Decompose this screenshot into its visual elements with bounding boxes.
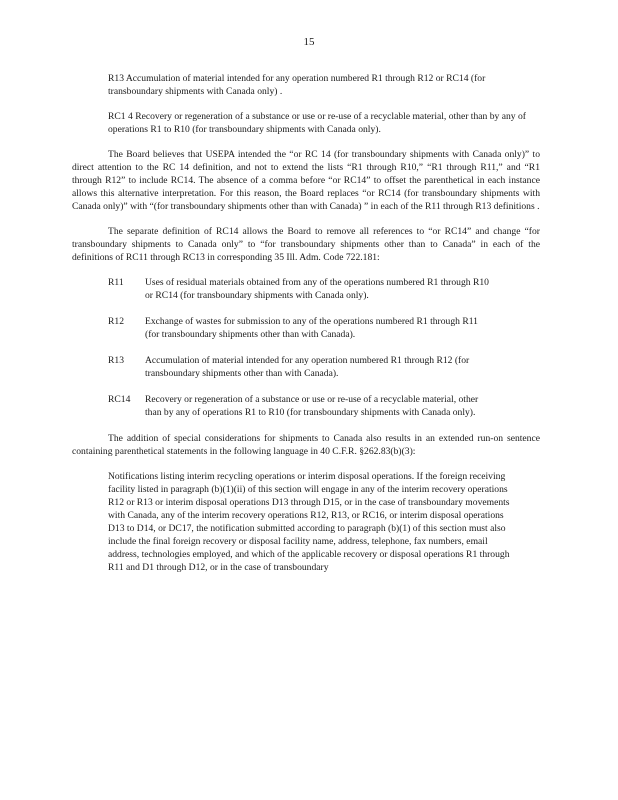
definition-code: RC14 bbox=[108, 394, 131, 405]
definition-text: Recovery or regeneration of a substance or use or re-use of a recyclable material, other than by any of operations R1 to R10 (for transboundary shipments with Canada only). bbox=[145, 394, 479, 418]
definition-code: R13 bbox=[108, 355, 124, 366]
definition-text: Uses of residual materials obtained from any of the operations numbered R1 through R10 or RC14 (for transboundary shipments with Canada only). bbox=[145, 277, 489, 301]
intro-item-rc14: RC1 4 Recovery or regeneration of a substance or use or re-use of a recyclable material, other than by any of operations R1 to R10 (for transboundary shipments with Canada only). bbox=[108, 111, 526, 135]
definition-r12 bbox=[108, 315, 540, 341]
definition-rc14 bbox=[108, 393, 540, 419]
definition-code: R12 bbox=[108, 316, 124, 327]
document-body bbox=[72, 72, 540, 574]
intro-item-r13: R13 Accumulation of material intended for any operation numbered R1 through R12 or RC14 (for transboundary shipments with Canada only) . bbox=[108, 73, 486, 97]
paragraph-separate-definition: The separate definition of RC14 allows the Board to remove all references to “or RC14” and change “for transboundary shipments to Canada only” to “for transboundary shipments other than to Canada” in each of the definitions of RC11 through RC13 in corresponding 35 Ill. Adm. Code 722.181: bbox=[72, 226, 540, 263]
definition-text: Exchange of wastes for submission to any of the operations numbered R1 through R11 (for transboundary shipments other than with Canada). bbox=[145, 316, 478, 340]
definition-code: R11 bbox=[108, 277, 124, 288]
page-number: 15 bbox=[303, 36, 315, 48]
quoted-regulation: Notifications listing interim recycling operations or interim disposal operations. If the foreign receiving facility listed in paragraph (b)(1)(ii) of this section will engage in any of the interim recovery operations R12 or R13 or interim disposal operations D13 through D15, or in the case of transboundary movements with Canada, any of the interim recovery operations R12, R13, or RC16, or interim disposal operations D13 to D14, or DC17, the notification submitted according to paragraph (b)(1) of this section must also include the final foreign recovery or disposal facility name, address, telephone, fax numbers, email address, technologies employed, and which of the applicable recovery or disposal operations R1 through R11 and D1 through D12, or in the case of transboundary bbox=[108, 471, 510, 573]
definition-r13 bbox=[108, 354, 540, 380]
definition-r11 bbox=[108, 276, 540, 302]
paragraph-special-considerations: The addition of special considerations for shipments to Canada also results in an extended run-on sentence containing parenthetical statements in the following language in 40 C.F.R. §262.83(b)(3): bbox=[72, 433, 540, 457]
paragraph-board-believes: The Board believes that USEPA intended the “or RC 14 (for transboundary shipments with Canada only)” to direct attention to the RC 14 definition, and not to extend the lists “R1 through R10,” “R1 through R11,” and “R1 through R12” to include RC14. The absence of a comma before “or RC14” to offset the parenthetical in each instance allows this alternative interpretation. For this reason, the Board replaces “or RC14 (for transboundary shipments with Canada only)” with “(for transboundary shipments other than with Canada) ” in each of the R11 through R13 definitions . bbox=[72, 149, 540, 212]
definition-text: Accumulation of material intended for any operation numbered R1 through R12 (for transboundary shipments other than with Canada). bbox=[145, 355, 470, 379]
